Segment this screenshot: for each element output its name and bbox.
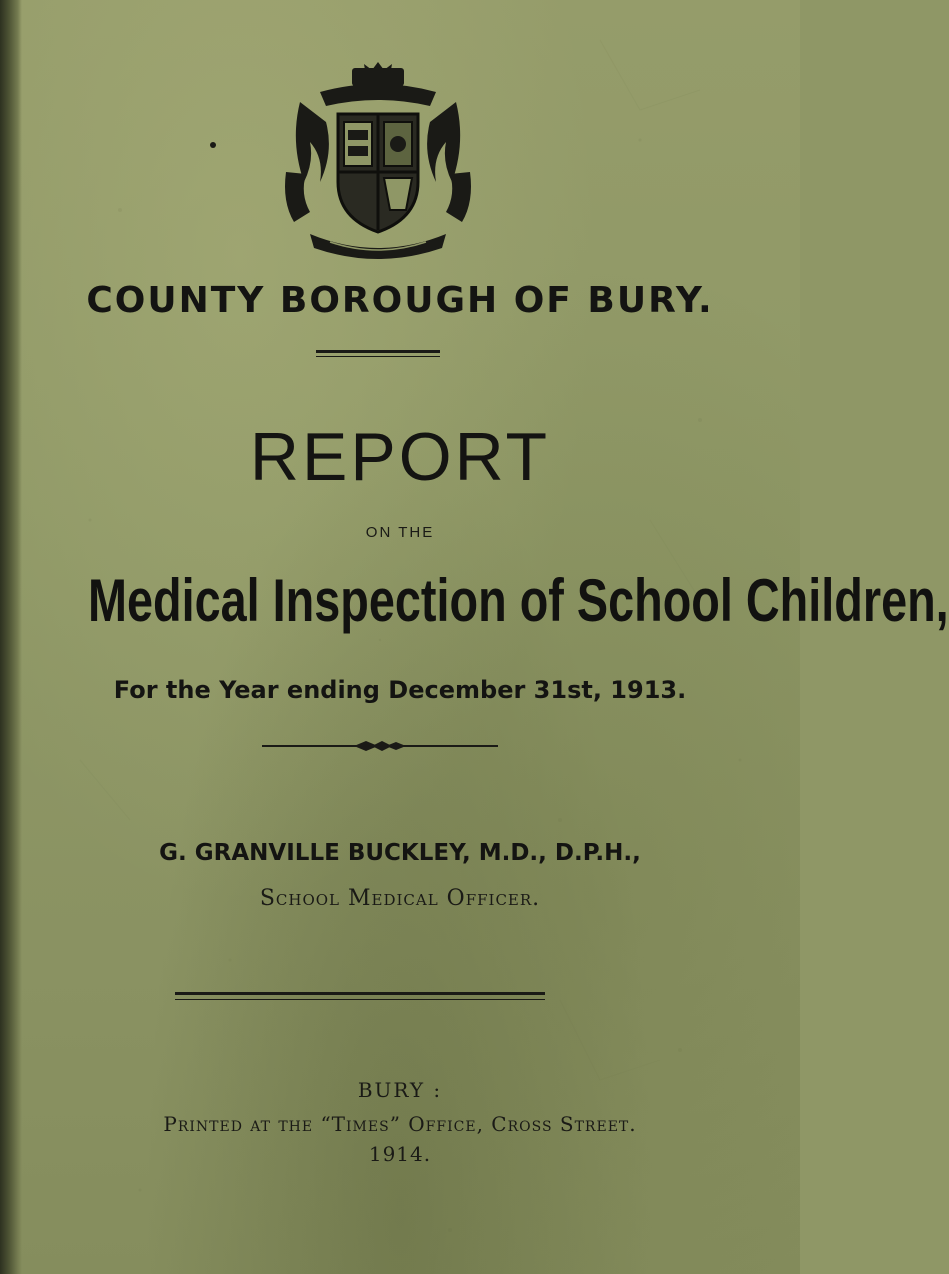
ink-speck (210, 142, 216, 148)
ornament-divider-icon (262, 738, 498, 754)
divider-rule (316, 350, 440, 357)
document-title: Medical Inspection of School Children, (88, 567, 949, 634)
borough-title: COUNTY BOROUGH OF BURY. (86, 280, 714, 321)
author-name: G. GRANVILLE BUCKLEY, M.D., D.P.H., (159, 840, 641, 866)
imprint-printer: Printed at the “Times” Office, Cross Street. (163, 1112, 637, 1136)
document-subtitle: For the Year ending December 31st, 1913. (113, 676, 687, 704)
report-heading: REPORT (249, 419, 551, 495)
borough-crest-icon (280, 62, 476, 262)
author-role: School Medical Officer. (259, 886, 541, 911)
imprint-year: 1914. (368, 1142, 432, 1166)
divider-rule (175, 992, 545, 1000)
imprint-place: BURY : (357, 1078, 443, 1102)
connector-text: ON THE (365, 524, 435, 541)
